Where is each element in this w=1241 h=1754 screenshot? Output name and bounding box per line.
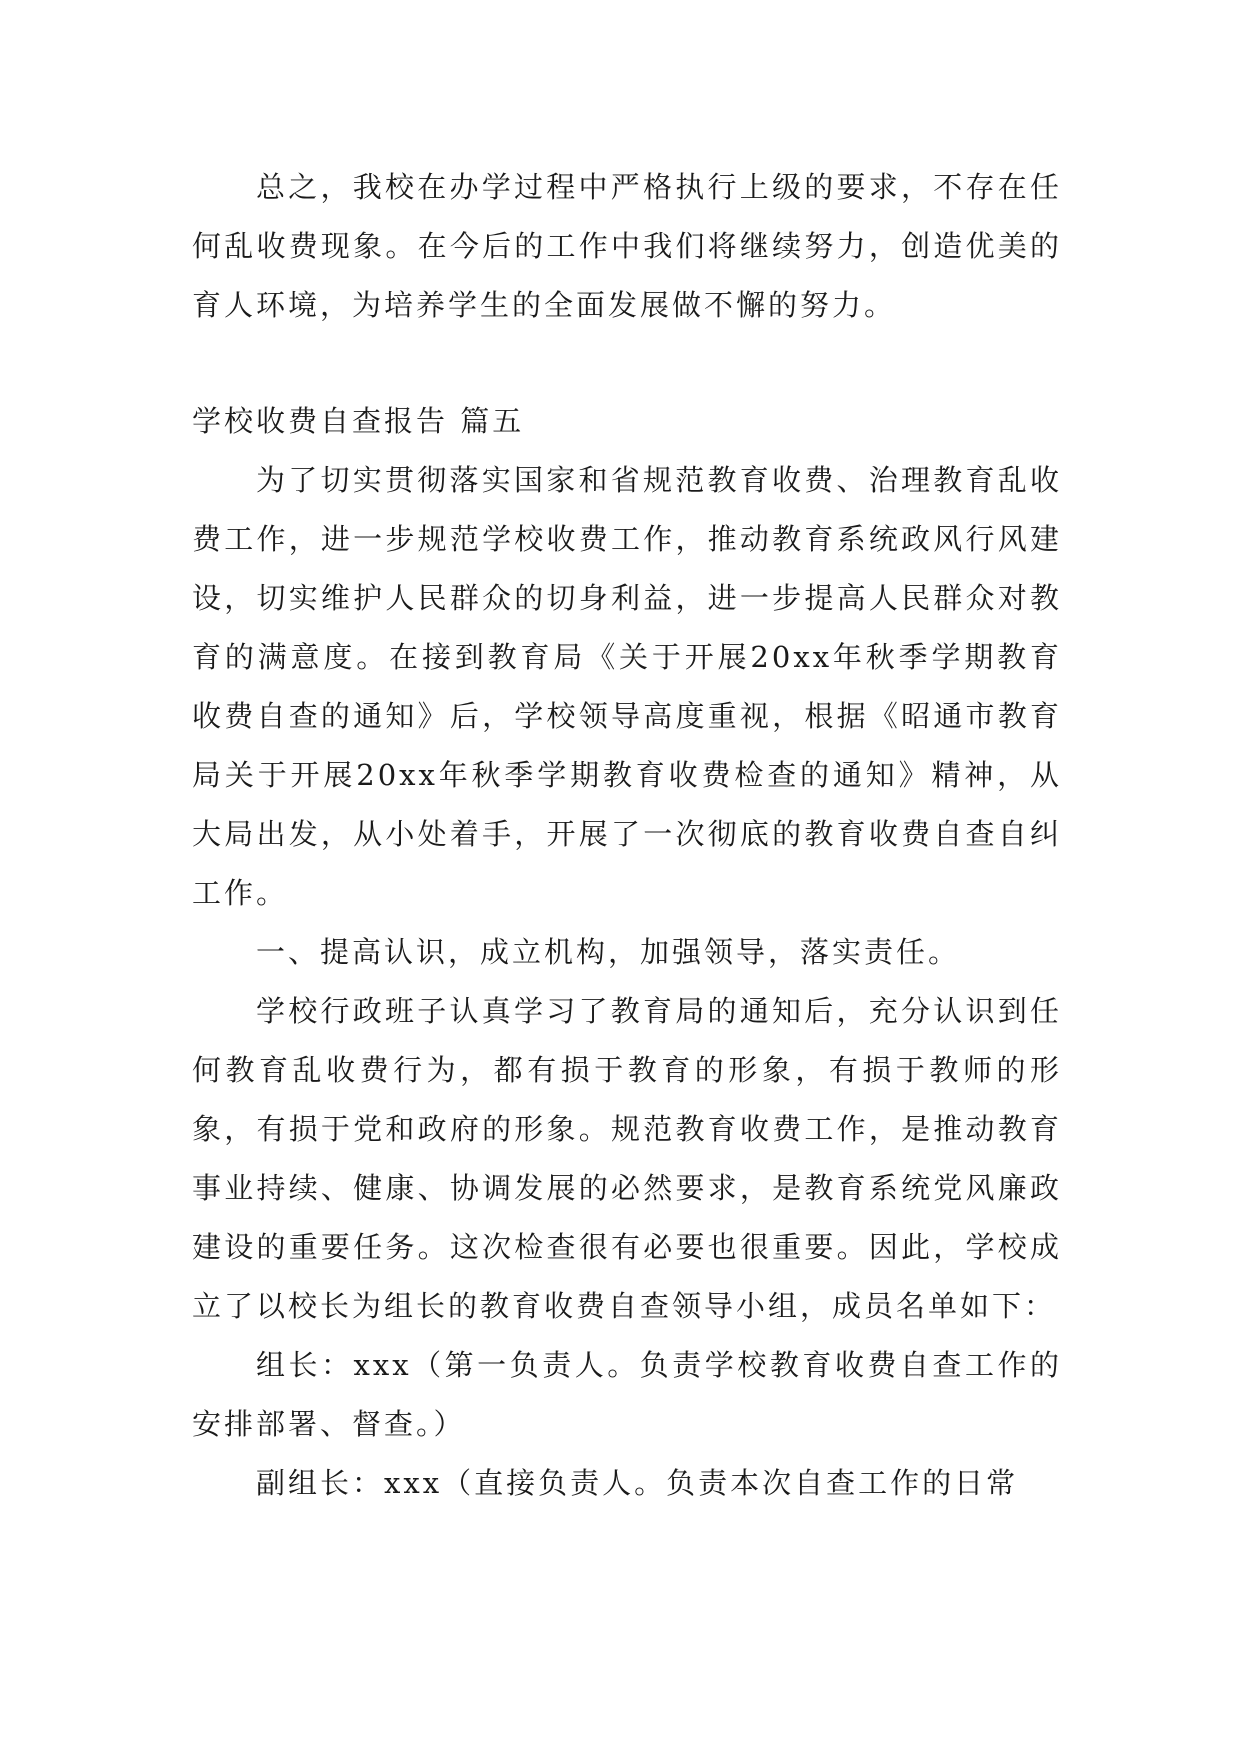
closing-paragraph: 总之，我校在办学过程中严格执行上级的要求，不存在任何乱收费现象。在今后的工作中我们将继续努力，创造优美的育人环境，为培养学生的全面发展做不懈的努力。 <box>192 170 1062 322</box>
body-paragraph-section-one: 一、提高认识，成立机构，加强领导，落实责任。 <box>256 935 961 969</box>
body-paragraph-intro: 为了切实贯彻落实国家和省规范教育收费、治理教育乱收费工作，进一步规范学校收费工作，推动教育系统政风行风建设，切实维护人民群众的切身利益，进一步提高人民群众对教育的满意度。在接到教育局《关于开展20xx年秋季学期教育收费自查的通知》后，学校领导高度重视，根据《昭通市教育局关于开展20xx年秋季学期教育收费检查的通知》精神，从大局出发，从小处着手，开展了一次彻底的教育收费自查自纠工作。 <box>192 463 1062 910</box>
body-paragraph-deputy-leader: 副组长：xxx（直接负责人。负责本次自查工作的日常 <box>256 1466 1019 1500</box>
body-paragraph-awareness: 学校行政班子认真学习了教育局的通知后，充分认识到任何教育乱收费行为，都有损于教育的形象，有损于教师的形象，有损于党和政府的形象。规范教育收费工作，是推动教育事业持续、健康、协调发展的必然要求，是教育系统党风廉政建设的重要任务。这次检查很有必要也很重要。因此，学校成立了以校长为组长的教育收费自查领导小组，成员名单如下： <box>192 994 1062 1323</box>
body-paragraph-leader: 组长：xxx（第一负责人。负责学校教育收费自查工作的安排部署、督查。） <box>192 1348 1062 1441</box>
section-heading: 学校收费自查报告 篇五 <box>192 404 525 438</box>
document-body <box>192 158 1062 1513</box>
